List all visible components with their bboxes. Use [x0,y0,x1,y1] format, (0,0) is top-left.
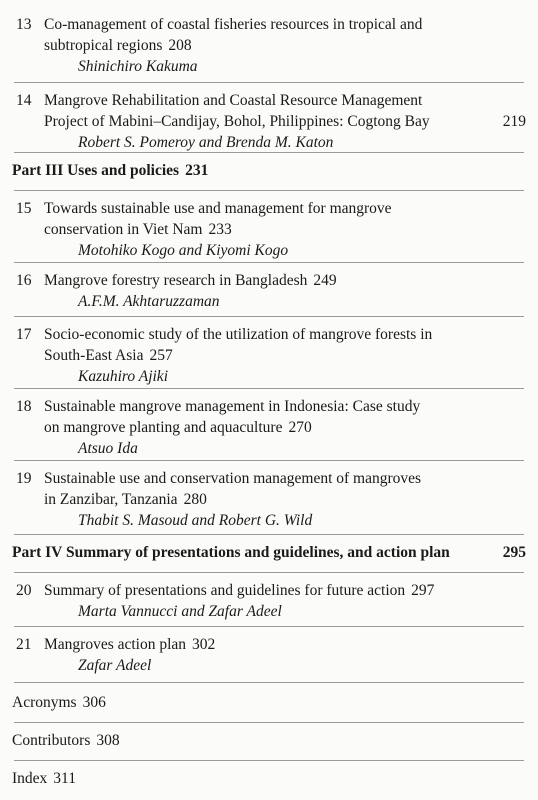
divider [14,316,524,317]
entry-author: Motohiko Kogo and Kiyomi Kogo [78,242,289,259]
entry-title-line: Mangroves action plan [44,636,187,653]
entry-page-number: 219 [502,113,526,130]
entry-title-line: Sustainable use and conservation management of mangroves [44,470,422,487]
toc-entry-14 [0,90,538,153]
entry-title-line: Summary of presentations and guidelines for future action [44,582,406,599]
entry-page-number: 311 [53,770,76,787]
part-page-number: 231 [185,162,209,179]
entry-number: 20 [16,582,32,599]
entry-author: Shinichiro Kakuma [78,58,198,75]
entry-number: 16 [16,272,32,289]
entry-page-number: 297 [411,582,435,599]
entry-page-number: 280 [183,491,207,508]
entry-page-number: 270 [288,419,312,436]
entry-number: 21 [16,636,32,653]
divider [14,722,524,723]
toc-acronyms [0,692,538,713]
divider [14,626,524,627]
entry-title-line: Acronyms [12,694,77,711]
entry-title-line: Sustainable mangrove management in Indonesia: Case study [44,398,421,415]
entry-page-number: 306 [82,694,106,711]
entry-number: 19 [16,470,32,487]
toc-index [0,768,538,789]
divider [14,682,524,683]
entry-title-line: Mangrove forestry research in Bangladesh [44,272,308,289]
entry-page-number: 302 [192,636,216,653]
entry-number: 15 [16,200,32,217]
entry-author: Kazuhiro Ajiki [78,368,168,385]
toc-entry-15 [0,198,538,261]
divider [14,190,524,191]
divider [14,572,524,573]
entry-number: 18 [16,398,32,415]
entry-page-number: 208 [168,37,192,54]
toc-entry-13 [0,14,538,77]
entry-number: 13 [16,16,32,33]
divider [14,760,524,761]
entry-author: Robert S. Pomeroy and Brenda M. Katon [78,134,334,151]
entry-page-number: 308 [96,732,120,749]
entry-author: Marta Vannucci and Zafar Adeel [78,603,282,620]
divider [14,388,524,389]
entry-title-line: Project of Mabini–Candijay, Bohol, Philippines: Cogtong Bay [44,113,430,130]
toc-entry-21 [0,634,538,676]
entry-title-line: on mangrove planting and aquaculture [44,419,283,436]
entry-title-line: Socio-economic study of the utilization of mangrove forests in [44,326,433,343]
entry-title-line: Index [12,770,48,787]
entry-page-number: 257 [149,347,173,364]
entry-page-number: 233 [208,221,232,238]
divider [14,152,524,153]
toc-part-iii [0,160,538,181]
toc-entry-16 [0,270,538,312]
entry-author: Zafar Adeel [78,657,152,674]
entry-title-line: conservation in Viet Nam [44,221,203,238]
toc-entry-17 [0,324,538,387]
part-page-number: 295 [502,544,526,561]
entry-title-line: subtropical regions [44,37,163,54]
entry-number: 17 [16,326,32,343]
toc-part-iv [0,542,538,563]
entry-title-line: in Zanzibar, Tanzania [44,491,178,508]
entry-title-line: Co-management of coastal fisheries resources in tropical and [44,16,423,33]
toc-entry-18 [0,396,538,459]
entry-number: 14 [16,92,32,109]
entry-page-number: 249 [313,272,337,289]
divider [14,534,524,535]
entry-title-line: Towards sustainable use and management for mangrove [44,200,392,217]
entry-title-line: Contributors [12,732,91,749]
part-title: Part III Uses and policies [12,162,180,179]
divider [14,460,524,461]
toc-entry-19 [0,468,538,531]
divider [14,82,524,83]
entry-title-line: South-East Asia [44,347,144,364]
toc-contributors [0,730,538,751]
entry-title-line: Mangrove Rehabilitation and Coastal Resource Management [44,92,423,109]
divider [14,262,524,263]
part-title: Part IV Summary of presentations and guidelines, and action plan [12,544,450,561]
entry-author: A.F.M. Akhtaruzzaman [78,293,220,310]
toc-entry-20 [0,580,538,622]
entry-author: Atsuo Ida [78,440,138,457]
entry-author: Thabit S. Masoud and Robert G. Wild [78,512,313,529]
